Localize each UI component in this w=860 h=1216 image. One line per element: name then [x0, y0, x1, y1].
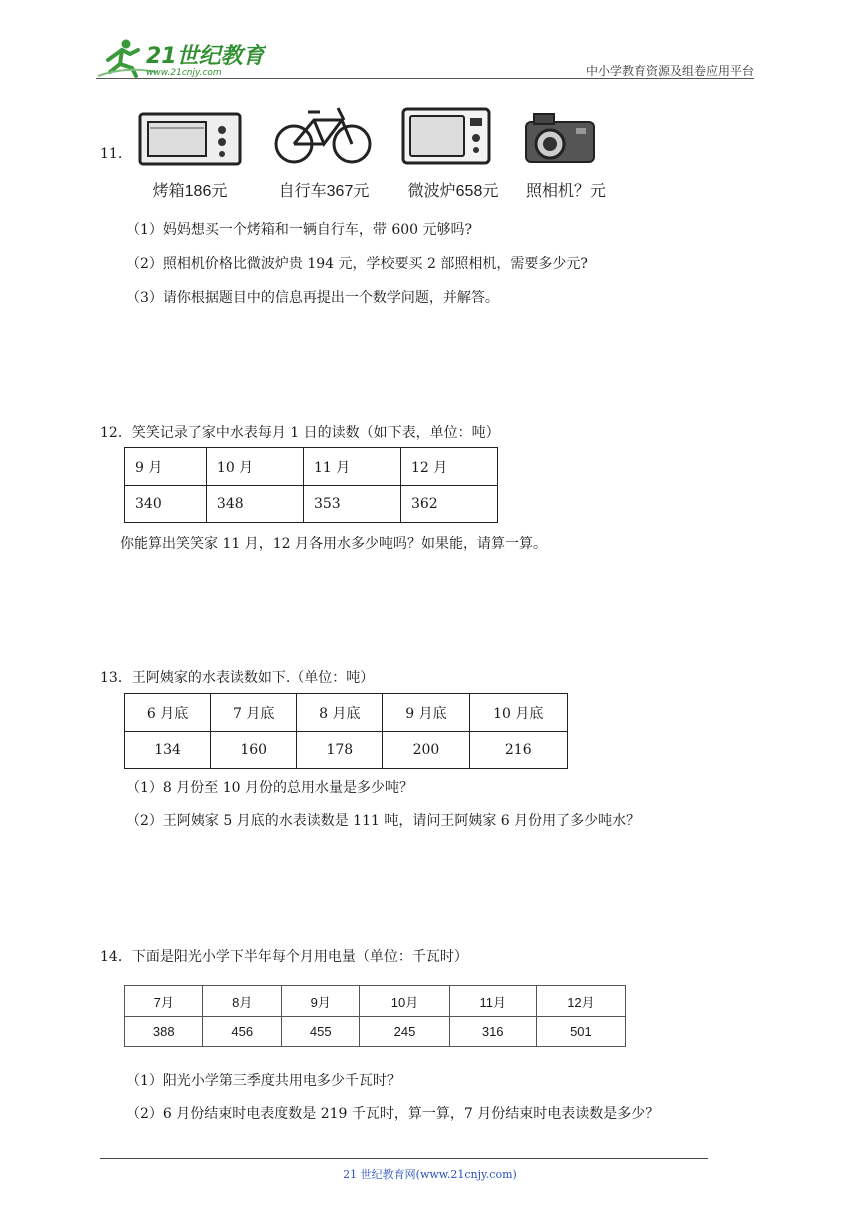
q11-sub3: （3）请你根据题目中的信息再提出一个数学问题，并解答。	[126, 290, 499, 306]
q11-sub1: （1）妈妈想买一个烤箱和一辆自行车，带 600 元够吗?	[126, 222, 473, 238]
q14-sub1: （1）阳光小学第三季度共用电多少千瓦时？	[126, 1073, 401, 1089]
table-header-cell: 7 月底	[211, 694, 297, 732]
platform-name: 中小学教育资源及组卷应用平台	[585, 64, 754, 78]
microwave-caption: 微波炉658元	[407, 183, 499, 200]
table-header-cell: 8月	[203, 986, 281, 1017]
q14-sub2: （2）6 月份结束时电表度数是 219 千瓦时，算一算，7 月份结束时电表读数是多少？	[126, 1106, 660, 1122]
footer-text: 21 世纪教育网(www.21cnjy.com)	[343, 1168, 517, 1181]
q13-table	[124, 693, 568, 769]
q11-sub2: （2）照相机价格比微波炉贵 194 元，学校要买 2 部照相机，需要多少元?	[126, 256, 588, 272]
table-cell: 216	[469, 732, 568, 769]
q14-number: 14．	[100, 949, 132, 965]
camera-caption: 照相机？元	[525, 183, 606, 200]
q13-number: 13．	[100, 670, 132, 686]
logo	[96, 36, 266, 80]
table-header-cell: 9 月	[125, 448, 207, 486]
footer-divider	[100, 1158, 708, 1159]
table-cell: 388	[125, 1017, 203, 1047]
table-cell: 160	[211, 732, 297, 769]
table-header-cell: 11 月	[303, 448, 400, 486]
q13-text: 王阿姨家的水表读数如下.（单位：吨）	[131, 670, 375, 686]
table-cell: 455	[281, 1017, 359, 1047]
table-cell: 362	[400, 486, 497, 523]
camera-icon	[520, 108, 600, 166]
q12-text: 笑笑记录了家中水表每月 1 日的读数（如下表，单位：吨）	[131, 425, 500, 441]
oven-caption: 烤箱186元	[152, 183, 228, 200]
bicycle-icon	[272, 100, 374, 168]
bicycle-caption: 自行车367元	[278, 183, 370, 200]
q12-prompt	[100, 422, 500, 442]
q12-table	[124, 447, 498, 523]
table-header-cell: 9月	[281, 986, 359, 1017]
q14-table	[124, 985, 626, 1047]
table-header-cell: 8 月底	[297, 694, 383, 732]
table-header-cell: 6 月底	[125, 694, 211, 732]
q14-prompt	[100, 946, 468, 966]
table-header-cell: 10月	[360, 986, 449, 1017]
table-header-cell: 10 月	[206, 448, 303, 486]
table-header-cell: 11月	[449, 986, 536, 1017]
q11-number: 11.	[100, 146, 123, 162]
table-cell: 200	[383, 732, 469, 769]
q12-number: 12．	[100, 425, 132, 441]
logo-url: www.21cnjy.com	[146, 68, 222, 78]
q13-prompt	[100, 667, 374, 687]
logo-text: 21世纪教育	[146, 44, 265, 69]
table-header-cell: 9 月底	[383, 694, 469, 732]
table-header-cell: 7月	[125, 986, 203, 1017]
table-header-cell: 10 月底	[469, 694, 568, 732]
table-header-cell: 12 月	[400, 448, 497, 486]
table-cell: 340	[125, 486, 207, 523]
table-header-cell: 12月	[536, 986, 625, 1017]
table-cell: 245	[360, 1017, 449, 1047]
table-cell: 456	[203, 1017, 281, 1047]
microwave-icon	[400, 106, 492, 166]
q12-question: 你能算出笑笑家 11 月，12 月各用水多少吨吗？如果能，请算一算。	[120, 536, 547, 552]
table-cell: 134	[125, 732, 211, 769]
table-cell: 316	[449, 1017, 536, 1047]
table-cell: 178	[297, 732, 383, 769]
oven-icon	[136, 110, 244, 168]
table-cell: 348	[206, 486, 303, 523]
q13-sub1: （1）8 月份至 10 月份的总用水量是多少吨？	[126, 780, 413, 796]
table-cell: 501	[536, 1017, 625, 1047]
q13-sub2: （2）王阿姨家 5 月底的水表读数是 111 吨，请问王阿姨家 6 月份用了多少吨水？	[126, 813, 641, 829]
header-divider	[96, 78, 754, 79]
table-cell: 353	[303, 486, 400, 523]
q14-text: 下面是阳光小学下半年每个月用电量（单位：千瓦时）	[131, 949, 468, 965]
